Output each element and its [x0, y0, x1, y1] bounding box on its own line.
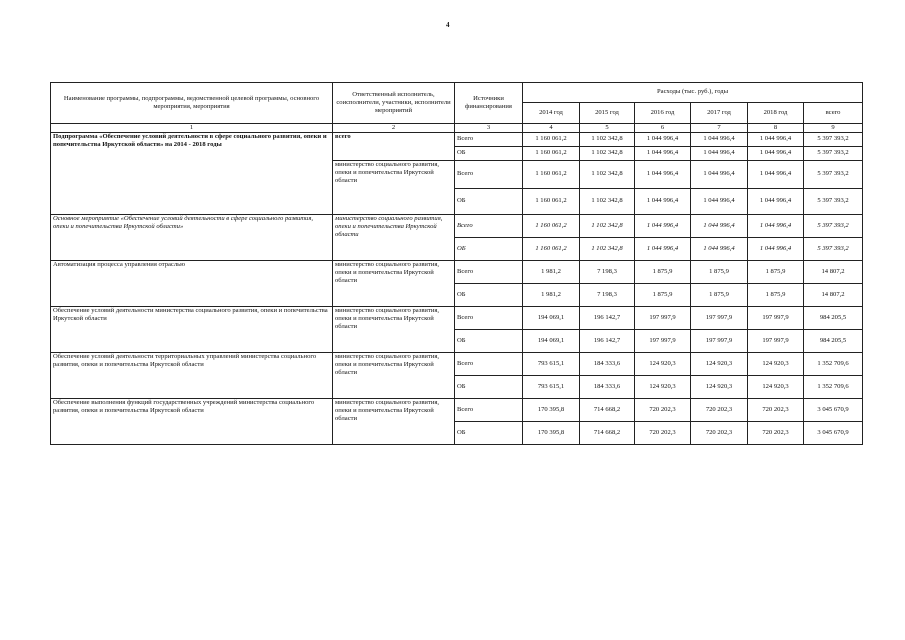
- row-source: ОБ: [455, 330, 523, 353]
- row-value: 1 875,9: [691, 261, 748, 284]
- column-number: 5: [580, 124, 635, 133]
- row-value: 984 205,5: [804, 307, 863, 330]
- row-value: 793 615,1: [523, 376, 580, 399]
- row-source: Всего: [455, 215, 523, 238]
- row-resp: всего: [333, 133, 455, 161]
- row-value: 1 981,2: [523, 284, 580, 307]
- row-source: ОБ: [455, 189, 523, 215]
- row-source: Всего: [455, 353, 523, 376]
- row-value: 1 044 996,4: [635, 189, 691, 215]
- table-row: [51, 307, 863, 330]
- row-value: 197 997,9: [635, 330, 691, 353]
- budget-table: [50, 82, 863, 445]
- row-value: 1 044 996,4: [691, 189, 748, 215]
- row-value: 196 142,7: [580, 307, 635, 330]
- row-value: 1 044 996,4: [748, 215, 804, 238]
- row-value: 197 997,9: [635, 307, 691, 330]
- row-source: ОБ: [455, 422, 523, 445]
- row-value: 196 142,7: [580, 330, 635, 353]
- header-year: 2014 год: [523, 103, 580, 124]
- row-value: 1 875,9: [691, 284, 748, 307]
- row-value: 1 875,9: [635, 261, 691, 284]
- row-value: 197 997,9: [748, 307, 804, 330]
- row-value: 720 202,3: [748, 422, 804, 445]
- row-value: 1 044 996,4: [748, 147, 804, 161]
- row-value: 194 069,1: [523, 330, 580, 353]
- column-number: 6: [635, 124, 691, 133]
- row-value: 124 920,3: [635, 353, 691, 376]
- row-value: 1 044 996,4: [748, 189, 804, 215]
- row-value: 1 044 996,4: [748, 133, 804, 147]
- row-value: 1 160 061,2: [523, 133, 580, 147]
- row-value: 1 102 342,8: [580, 238, 635, 261]
- row-value: 3 045 670,9: [804, 422, 863, 445]
- row-name: Обеспечение условий деятельности территориальных управлений министерства социального развития, опеки и попечительства Иркутской области: [51, 353, 333, 399]
- row-source: Всего: [455, 399, 523, 422]
- row-value: 184 333,6: [580, 353, 635, 376]
- header-source-col: Источники финансирования: [455, 83, 523, 124]
- page-number: 4: [446, 21, 450, 29]
- row-resp: министерство социального развития, опеки и попечительства Иркутской области: [333, 261, 455, 307]
- row-resp: министерство социального развития, опеки и попечительства Иркутской области: [333, 353, 455, 399]
- row-value: 1 044 996,4: [691, 215, 748, 238]
- column-number: 1: [51, 124, 333, 133]
- row-value: 5 397 393,2: [804, 189, 863, 215]
- row-value: 1 044 996,4: [635, 147, 691, 161]
- row-value: 1 044 996,4: [748, 161, 804, 189]
- row-value: 5 397 393,2: [804, 133, 863, 147]
- column-number: 8: [748, 124, 804, 133]
- row-value: 1 352 709,6: [804, 353, 863, 376]
- row-source: ОБ: [455, 284, 523, 307]
- header-year: 2018 год: [748, 103, 804, 124]
- row-value: 1 044 996,4: [691, 147, 748, 161]
- row-value: 1 160 061,2: [523, 161, 580, 189]
- row-source: Всего: [455, 133, 523, 147]
- table-row: [51, 261, 863, 284]
- column-number: 4: [523, 124, 580, 133]
- row-value: 1 875,9: [748, 284, 804, 307]
- row-value: 720 202,3: [691, 422, 748, 445]
- row-name: Обеспечение выполнения функций государственных учреждений министерства социального развития, опеки и попечительства Иркутской области: [51, 399, 333, 445]
- column-number: 2: [333, 124, 455, 133]
- row-value: 170 395,8: [523, 399, 580, 422]
- row-value: 1 044 996,4: [748, 238, 804, 261]
- row-value: 1 044 996,4: [691, 161, 748, 189]
- header-year: 2015 год: [580, 103, 635, 124]
- header-total: всего: [804, 103, 863, 124]
- row-resp: министерство социального развития, опеки и попечительства Иркутской области: [333, 399, 455, 445]
- row-value: 1 044 996,4: [635, 215, 691, 238]
- row-value: 5 397 393,2: [804, 215, 863, 238]
- header-resp-col: Ответственный исполнитель, соисполнители, участники, исполнители мероприятий: [333, 83, 455, 124]
- row-value: 1 160 061,2: [523, 215, 580, 238]
- row-value: 720 202,3: [635, 422, 691, 445]
- row-name: Основное мероприятие «Обеспечение условий деятельности в сфере социального развития, опеки и попечительства Иркутской области»: [51, 215, 333, 261]
- row-value: 124 920,3: [691, 353, 748, 376]
- row-value: 124 920,3: [748, 353, 804, 376]
- row-value: 170 395,8: [523, 422, 580, 445]
- row-value: 1 044 996,4: [635, 161, 691, 189]
- row-name: Автоматизация процесса управления отраслью: [51, 261, 333, 307]
- header-year: 2016 год: [635, 103, 691, 124]
- row-source: ОБ: [455, 238, 523, 261]
- row-resp: министерство социального развития, опеки и попечительства Иркутской области: [333, 215, 455, 261]
- column-number: 9: [804, 124, 863, 133]
- row-value: 1 160 061,2: [523, 147, 580, 161]
- row-value: 1 102 342,8: [580, 215, 635, 238]
- row-value: 1 102 342,8: [580, 133, 635, 147]
- row-value: 720 202,3: [635, 399, 691, 422]
- row-value: 1 352 709,6: [804, 376, 863, 399]
- row-value: 1 102 342,8: [580, 147, 635, 161]
- row-value: 124 920,3: [748, 376, 804, 399]
- row-value: 714 668,2: [580, 399, 635, 422]
- row-value: 793 615,1: [523, 353, 580, 376]
- row-value: 197 997,9: [691, 330, 748, 353]
- row-value: 1 044 996,4: [691, 133, 748, 147]
- row-name: Подпрограмма «Обеспечение условий деятельности в сфере социального развития, опеки и попечительства Иркутской области» на 2014 - 2018 годы: [51, 133, 333, 215]
- table-row: [51, 133, 863, 147]
- row-value: 1 044 996,4: [691, 238, 748, 261]
- row-value: 5 397 393,2: [804, 147, 863, 161]
- row-value: 1 160 061,2: [523, 189, 580, 215]
- row-value: 124 920,3: [635, 376, 691, 399]
- row-value: 1 102 342,8: [580, 161, 635, 189]
- table-row: [51, 353, 863, 376]
- row-value: 1 875,9: [635, 284, 691, 307]
- row-value: 5 397 393,2: [804, 161, 863, 189]
- header-year: 2017 год: [691, 103, 748, 124]
- header-expenses: Расходы (тыс. руб.), годы: [523, 83, 863, 103]
- table-row: [51, 215, 863, 238]
- row-value: 124 920,3: [691, 376, 748, 399]
- row-value: 5 397 393,2: [804, 238, 863, 261]
- row-value: 1 102 342,8: [580, 189, 635, 215]
- row-value: 984 205,5: [804, 330, 863, 353]
- column-number: 3: [455, 124, 523, 133]
- row-value: 7 198,3: [580, 284, 635, 307]
- row-value: 1 981,2: [523, 261, 580, 284]
- row-value: 720 202,3: [748, 399, 804, 422]
- row-value: 3 045 670,9: [804, 399, 863, 422]
- row-resp: министерство социального развития, опеки и попечительства Иркутской области: [333, 307, 455, 353]
- row-value: 1 875,9: [748, 261, 804, 284]
- row-value: 714 668,2: [580, 422, 635, 445]
- column-numbers-row: [51, 124, 863, 133]
- row-source: Всего: [455, 161, 523, 189]
- row-source: Всего: [455, 261, 523, 284]
- row-source: ОБ: [455, 376, 523, 399]
- row-value: 1 044 996,4: [635, 238, 691, 261]
- row-value: 197 997,9: [691, 307, 748, 330]
- row-value: 720 202,3: [691, 399, 748, 422]
- row-value: 184 333,6: [580, 376, 635, 399]
- row-value: 7 198,3: [580, 261, 635, 284]
- row-source: Всего: [455, 307, 523, 330]
- row-value: 14 807,2: [804, 284, 863, 307]
- row-name: Обеспечение условий деятельности министерства социального развития, опеки и попечительства Иркутской области: [51, 307, 333, 353]
- header-name-col: Наименование программы, подпрограммы, ведомственной целевой программы, основного мероприятия, мероприятия: [51, 83, 333, 124]
- row-value: 1 160 061,2: [523, 238, 580, 261]
- table-row: [51, 399, 863, 422]
- row-value: 1 044 996,4: [635, 133, 691, 147]
- column-number: 7: [691, 124, 748, 133]
- row-resp: министерство социального развития, опеки и попечительства Иркутской области: [333, 161, 455, 215]
- row-source: ОБ: [455, 147, 523, 161]
- row-value: 194 069,1: [523, 307, 580, 330]
- row-value: 197 997,9: [748, 330, 804, 353]
- row-value: 14 807,2: [804, 261, 863, 284]
